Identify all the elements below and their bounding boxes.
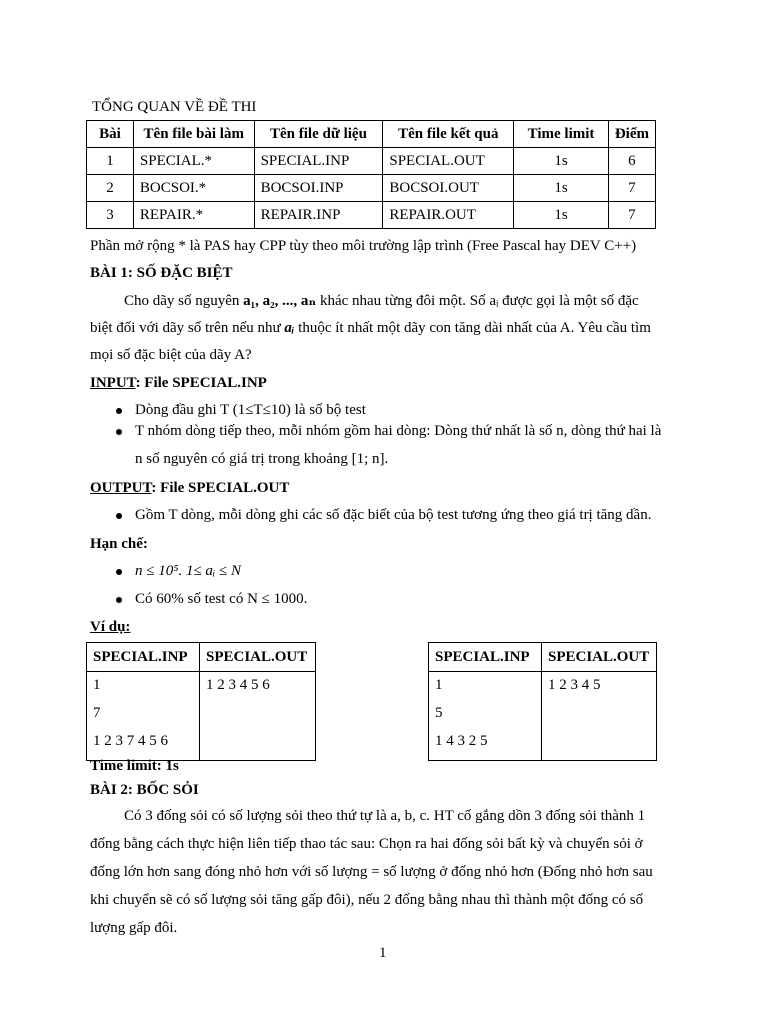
header-cell: Tên file kết quả bbox=[383, 121, 514, 148]
problem1-paragraph-line1 bbox=[124, 292, 639, 310]
table-cell: REPAIR.OUT bbox=[383, 202, 514, 229]
header-cell: Tên file dữ liệu bbox=[254, 121, 383, 148]
output-line: 1 2 3 4 5 bbox=[548, 677, 601, 693]
problem2-line-4: khi chuyển sẽ có số lượng sỏi tăng gấp đôi), nếu 2 đống bằng nhau thì thành một đống có số bbox=[90, 892, 644, 908]
header-cell: SPECIAL.INP bbox=[87, 643, 200, 672]
table-cell: BOCSOI.OUT bbox=[383, 175, 514, 202]
table-cell: BOCSOI.INP bbox=[254, 175, 383, 202]
table-row bbox=[429, 672, 657, 761]
bullet-icon bbox=[116, 429, 122, 435]
table-header-row bbox=[87, 121, 656, 148]
header-cell: Bài bbox=[87, 121, 134, 148]
input-cell bbox=[87, 672, 200, 761]
table-cell: 7 bbox=[608, 202, 655, 229]
text: Cho dãy số nguyên bbox=[124, 293, 244, 309]
sequence-text: a₁, a₂, ..., aₙ bbox=[243, 293, 317, 309]
output-file: : File SPECIAL.OUT bbox=[151, 480, 290, 496]
table-row bbox=[87, 672, 316, 761]
table-cell: 1s bbox=[514, 202, 609, 229]
table-cell: SPECIAL.INP bbox=[254, 148, 383, 175]
example-table-2 bbox=[428, 642, 657, 761]
table-row bbox=[87, 148, 656, 175]
table-row bbox=[87, 202, 656, 229]
problem1-paragraph-line2 bbox=[90, 319, 651, 337]
output-label: OUTPUT bbox=[90, 480, 152, 496]
problem2-line-2: đống bằng cách thực hiện liên tiếp thao tác sau: Chọn ra hai đống sỏi bất kỳ và chuyển sỏi ở bbox=[90, 836, 643, 852]
limits-bullet-2: Có 60% số test có N ≤ 1000. bbox=[135, 591, 308, 607]
overview-title: TỔNG QUAN VỀ ĐỀ THI bbox=[92, 99, 257, 115]
time-limit: Time limit: 1s bbox=[90, 758, 179, 774]
table-cell: 3 bbox=[87, 202, 134, 229]
problem1-paragraph-line3: mọi số đặc biệt của dãy A? bbox=[90, 347, 252, 363]
table-cell: 1s bbox=[514, 175, 609, 202]
input-bullet-2-cont: n số nguyên có giá trị trong khoảng [1; n]. bbox=[135, 451, 389, 467]
bullet-icon bbox=[116, 597, 122, 603]
table-cell: BOCSOI.* bbox=[133, 175, 254, 202]
table-cell: SPECIAL.OUT bbox=[383, 148, 514, 175]
overview-table bbox=[86, 120, 656, 229]
limits-heading: Hạn chế: bbox=[90, 536, 148, 552]
problem1-heading: BÀI 1: SỐ ĐẶC BIỆT bbox=[90, 265, 233, 281]
input-file: : File SPECIAL.INP bbox=[135, 375, 267, 391]
output-heading bbox=[90, 479, 289, 497]
header-cell: SPECIAL.OUT bbox=[200, 643, 316, 672]
header-cell: Time limit bbox=[514, 121, 609, 148]
table-row bbox=[87, 175, 656, 202]
input-bullet-2: T nhóm dòng tiếp theo, mỗi nhóm gồm hai dòng: Dòng thứ nhất là số n, dòng thứ hai là bbox=[135, 423, 662, 439]
table-header-row bbox=[429, 643, 657, 672]
input-line: 1 bbox=[93, 677, 101, 693]
problem2-heading: BÀI 2: BỐC SỎI bbox=[90, 782, 199, 798]
table-cell: 6 bbox=[608, 148, 655, 175]
input-heading bbox=[90, 374, 267, 392]
header-cell: SPECIAL.OUT bbox=[542, 643, 657, 672]
output-cell bbox=[542, 672, 657, 761]
table-cell: SPECIAL.* bbox=[133, 148, 254, 175]
input-line: 1 bbox=[435, 677, 443, 693]
header-cell: Tên file bài làm bbox=[133, 121, 254, 148]
table-cell: 2 bbox=[87, 175, 134, 202]
text: thuộc ít nhất một dãy con tăng dài nhất của A. Yêu cầu tìm bbox=[294, 320, 651, 336]
bullet-icon bbox=[116, 513, 122, 519]
input-line: 5 bbox=[435, 705, 443, 721]
text: biệt đối với dãy số trên nếu như bbox=[90, 320, 285, 336]
bullet-icon bbox=[116, 569, 122, 575]
limits-bullet-1: n ≤ 10⁵. 1≤ aᵢ ≤ N bbox=[135, 563, 242, 579]
problem2-line-5: lượng gấp đôi. bbox=[90, 920, 178, 936]
examples-heading: Ví dụ: bbox=[90, 619, 131, 635]
problem2-line-1: Có 3 đống sỏi có số lượng sỏi theo thứ tự là a, b, c. HT cố gắng dồn 3 đống sỏi thành 1 bbox=[124, 808, 646, 824]
table-cell: REPAIR.INP bbox=[254, 202, 383, 229]
table-cell: 1s bbox=[514, 148, 609, 175]
header-cell: SPECIAL.INP bbox=[429, 643, 542, 672]
input-line: 1 4 3 2 5 bbox=[435, 733, 488, 749]
problem2-line-3: đống lớn hơn sang đóng nhỏ hơn với số lượng = số lượng ở đống nhỏ hơn (Đống nhỏ hơn sau bbox=[90, 864, 653, 880]
output-line: 1 2 3 4 5 6 bbox=[206, 677, 270, 693]
header-cell: Điểm bbox=[608, 121, 655, 148]
text: khác nhau từng đôi một. Số aᵢ được gọi là một số đặc bbox=[316, 293, 639, 309]
page-number: 1 bbox=[379, 945, 387, 961]
output-cell bbox=[200, 672, 316, 761]
table-cell: 7 bbox=[608, 175, 655, 202]
input-line: 7 bbox=[93, 705, 101, 721]
example-table-1 bbox=[86, 642, 316, 761]
input-cell bbox=[429, 672, 542, 761]
table-header-row bbox=[87, 643, 316, 672]
input-label: INPUT bbox=[90, 375, 136, 391]
table-cell: REPAIR.* bbox=[133, 202, 254, 229]
bullet-icon bbox=[116, 408, 122, 414]
input-line: 1 2 3 7 4 5 6 bbox=[93, 733, 168, 749]
output-bullet-1: Gồm T dòng, mỗi dòng ghi các số đặc biết của bộ test tương ứng theo giá trị tăng dần. bbox=[135, 507, 652, 523]
input-bullet-1: Dòng đầu ghi T (1≤T≤10) là số bộ test bbox=[135, 402, 366, 418]
extension-note: Phần mở rộng * là PAS hay CPP tùy theo môi trường lập trình (Free Pascal hay DEV C++) bbox=[90, 238, 637, 254]
table-cell: 1 bbox=[87, 148, 134, 175]
ai-text: aᵢ bbox=[284, 320, 295, 336]
